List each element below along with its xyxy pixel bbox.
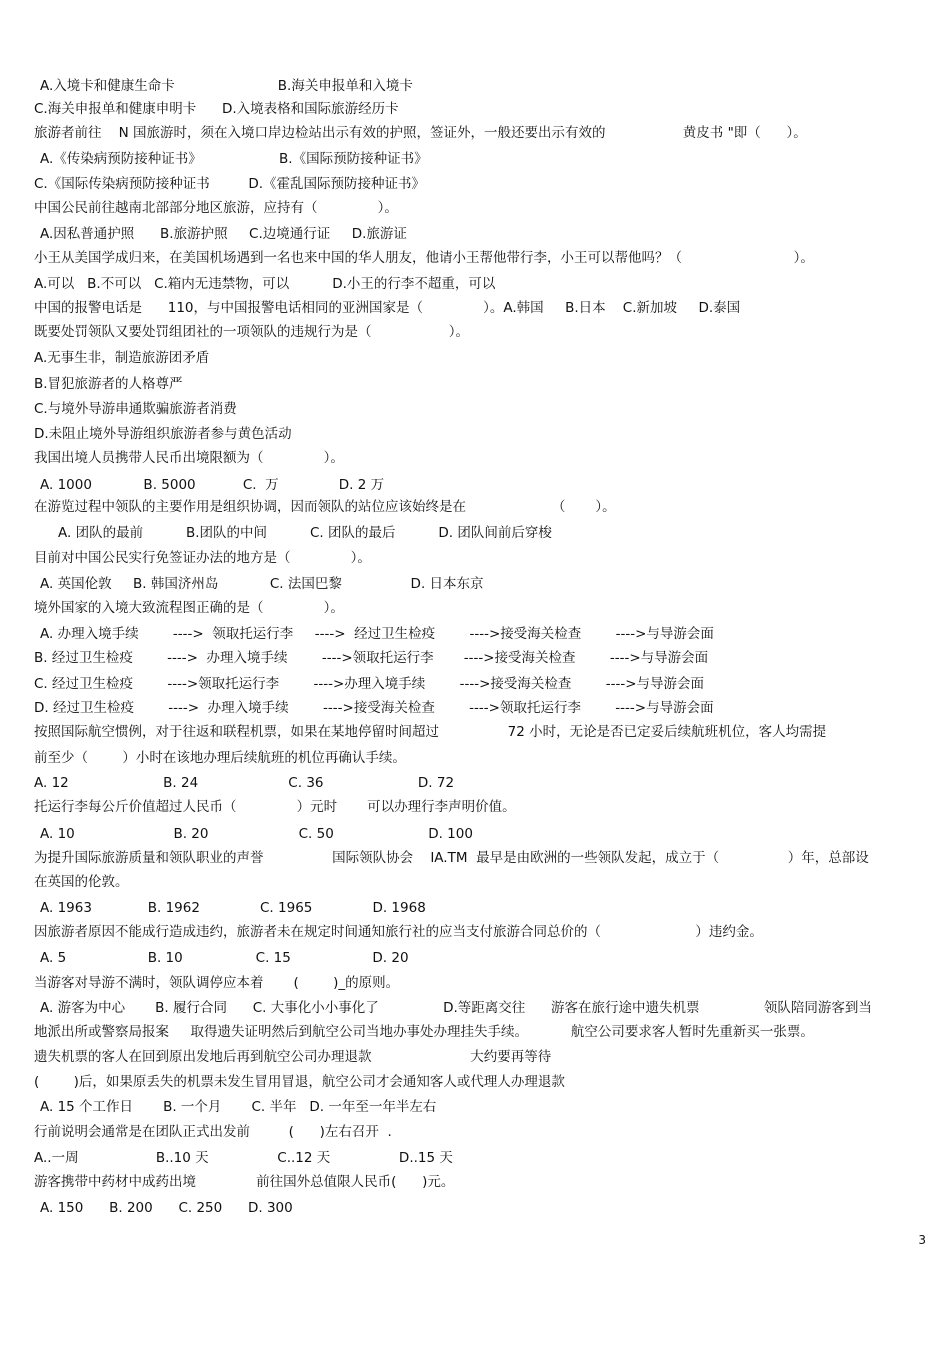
text-line: D. 经过卫生检疫 ----> 办理入境手续 ---->接受海关检查 ---->领取托运行李 ---->与导游会面 bbox=[34, 700, 714, 716]
text-line: 目前对中国公民实行免签证办法的地方是（ ）。 bbox=[34, 550, 371, 566]
text-line: B.冒犯旅游者的人格尊严 bbox=[34, 376, 183, 392]
text-line: C.与境外导游串通欺骗旅游者消费 bbox=[34, 401, 237, 417]
text-line: A. 办理入境手续 ----> 领取托运行李 ----> 经过卫生检疫 ---->接受海关检查 ---->与导游会面 bbox=[40, 626, 714, 642]
text-line: A. 1963 B. 1962 C. 1965 D. 1968 bbox=[40, 900, 426, 916]
text-line: 当游客对导游不满时，领队调停应本着 ( )_的原则。 bbox=[34, 975, 400, 991]
text-line: A. 12 B. 24 C. 36 D. 72 bbox=[34, 775, 455, 791]
text-line: ( )后，如果原丢失的机票未发生冒用冒退，航空公司才会通知客人或代理人办理退款 bbox=[34, 1074, 565, 1090]
text-line: 中国的报警电话是 110，与中国报警电话相同的亚洲国家是（ ）。A.韩国 B.日本 C.新加坡 D.泰国 bbox=[34, 300, 741, 316]
text-line: 按照国际航空惯例，对于往返和联程机票，如果在某地停留时间超过 72 小时，无论是否已定妥后续航班机位，客人均需提 bbox=[34, 724, 827, 740]
text-line: A. 5 B. 10 C. 15 D. 20 bbox=[40, 950, 409, 966]
text-line: 在英国的伦敦。 bbox=[34, 874, 129, 890]
text-line: 境外国家的入境大致流程图正确的是（ ）。 bbox=[34, 600, 344, 616]
text-line: A.可以 B.不可以 C.箱内无违禁物，可以 D.小王的行李不超重，可以 bbox=[34, 276, 496, 292]
text-line: 中国公民前往越南北部部分地区旅游，应持有（ ）。 bbox=[34, 200, 398, 216]
text-line: 遗失机票的客人在回到原出发地后再到航空公司办理退款 大约要再等待 bbox=[34, 1049, 552, 1065]
text-line: A. 15 个工作日 B. 一个月 C. 半年 D. 一年至一年半左右 bbox=[40, 1099, 437, 1115]
text-line: A.无事生非，制造旅游团矛盾 bbox=[34, 350, 210, 366]
text-line: A.入境卡和健康生命卡 B.海关申报单和入境卡 bbox=[40, 78, 413, 94]
text-line: 我国出境人员携带人民币出境限额为（ ）。 bbox=[34, 450, 344, 466]
text-line: A. 150 B. 200 C. 250 D. 300 bbox=[40, 1200, 293, 1216]
text-line: C.海关申报单和健康申明卡 D.入境表格和国际旅游经历卡 bbox=[34, 101, 399, 117]
text-line: A. 英国伦敦 B. 韩国济州岛 C. 法国巴黎 D. 日本东京 bbox=[40, 576, 484, 592]
text-line: 游客携带中药材中成药出境 前往国外总值限人民币( )元。 bbox=[34, 1174, 455, 1190]
text-line: C. 经过卫生检疫 ---->领取托运行李 ---->办理入境手续 ---->接受海关检查 ---->与导游会面 bbox=[34, 676, 705, 692]
text-line: 托运行李每公斤价值超过人民币（ ）元时 可以办理行李声明价值。 bbox=[34, 799, 516, 815]
text-line: A. 10 B. 20 C. 50 D. 100 bbox=[40, 826, 473, 842]
text-line: 因旅游者原因不能成行造成违约，旅游者未在规定时间通知旅行社的应当支付旅游合同总价的（ ）违约金。 bbox=[34, 924, 763, 940]
text-line: A. 团队的最前 B.团队的中间 C. 团队的最后 D. 团队间前后穿梭 bbox=[58, 525, 552, 541]
text-line: 地派出所或警察局报案 取得遗失证明然后到航空公司当地办事处办理挂失手续。 航空公司要求客人暂时先重新买一张票。 bbox=[34, 1024, 814, 1040]
text-line: 旅游者前往 N 国旅游时，须在入境口岸边检站出示有效的护照，签证外，一般还要出示有效的 黄皮书 "即（ ）。 bbox=[34, 125, 807, 141]
text-line: A. 1000 B. 5000 C. 万 D. 2 万 bbox=[40, 477, 385, 493]
text-line: A..一周 B..10 天 C..12 天 D..15 天 bbox=[34, 1150, 453, 1166]
text-line: B. 经过卫生检疫 ----> 办理入境手续 ---->领取托运行李 ---->接受海关检查 ---->与导游会面 bbox=[34, 650, 709, 666]
text-line: 为提升国际旅游质量和领队职业的声誉 国际领队协会 IA.TM 最早是由欧洲的一些领队发起，成立于（ ）年，总部设 bbox=[34, 850, 869, 866]
text-line: A. 游客为中心 B. 履行合同 C. 大事化小小事化了 D.等距离交往 游客在旅行途中遗失机票 领队陪同游客到当 bbox=[40, 1000, 872, 1016]
text-line: C.《国际传染病预防接种证书 D.《霍乱国际预防接种证书》 bbox=[34, 176, 426, 192]
text-line: 小王从美国学成归来，在美国机场遇到一名也来中国的华人朋友，他请小王帮他带行李，小王可以帮他吗？（ ）。 bbox=[34, 250, 814, 266]
text-line: 既要处罚领队又要处罚组团社的一项领队的违规行为是（ ）。 bbox=[34, 324, 469, 340]
text-line: A.《传染病预防接种证书》 B.《国际预防接种证书》 bbox=[40, 151, 428, 167]
text-line: 行前说明会通常是在团队正式出发前 ( )左右召开 . bbox=[34, 1124, 392, 1140]
text-line: A.因私普通护照 B.旅游护照 C.边境通行证 D.旅游证 bbox=[40, 226, 407, 242]
text-line: 在游览过程中领队的主要作用是组织协调，因而领队的站位应该始终是在 （ ）。 bbox=[34, 499, 616, 515]
text-line: D.未阻止境外导游组织旅游者参与黄色活动 bbox=[34, 426, 292, 442]
page-number: 3 bbox=[918, 1233, 926, 1247]
text-line: 前至少（ ）小时在该地办理后续航班的机位再确认手续。 bbox=[34, 750, 406, 766]
